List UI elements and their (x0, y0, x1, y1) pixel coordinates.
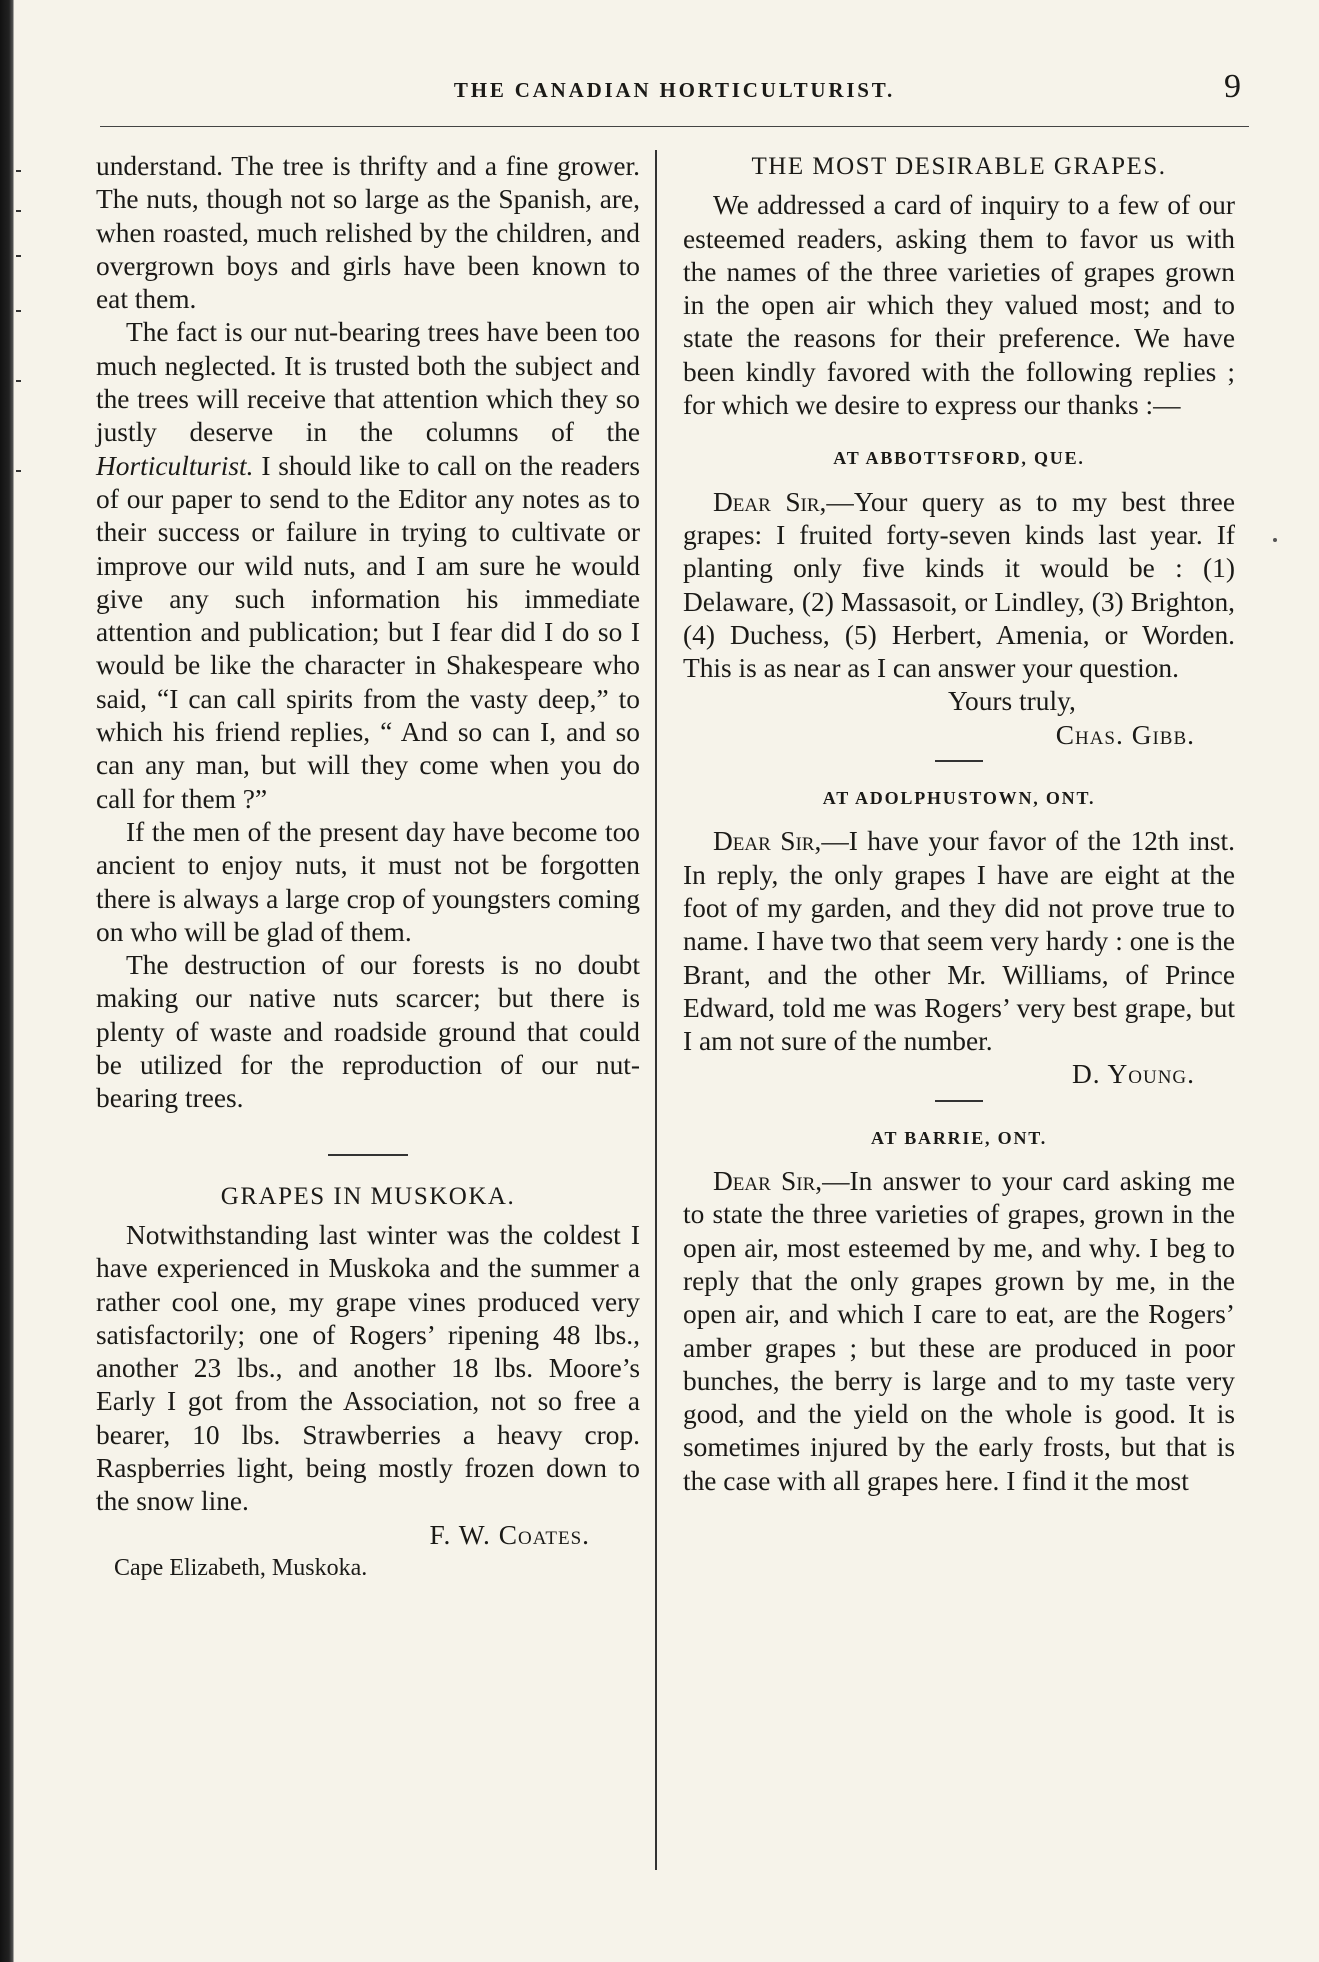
closing-line: Yours truly, (948, 686, 1076, 717)
page-number: 9 (1224, 68, 1241, 105)
paragraph-nut-bearing-trees (96, 316, 640, 815)
section-divider (328, 1154, 408, 1156)
paragraph-muskoka: Notwithstanding last winter was the coldest I have experienced in Muskoka and the summer a rather cool one, my grape vines produced very satisfactorily; one of Rogers’ ripening 48 lbs., another 23 lbs., and another 18 lbs. Moore’s Early I got from the Association, not so free a bearer, 10 lbs. Strawberries a heavy crop. Raspberries light, being mostly frozen down to the snow line. (96, 1219, 640, 1517)
publication-title: Horticulturist. (96, 450, 254, 481)
place-line: Cape Elizabeth, Muskoka. (114, 1554, 368, 1581)
paragraph-intro: We addressed a card of inquiry to a few of our esteemed readers, asking them to favor us with the names of the three varieties of grapes grown in the open air which they valued most; and to state the reasons for their preference. We have been kindly favored with the following replies ; for which we desire to express our thanks :— (683, 190, 1235, 421)
left-column (96, 150, 640, 1585)
running-title: THE CANADIAN HORTICULTURIST. (453, 78, 896, 102)
running-head (100, 62, 1249, 106)
column-rule (655, 150, 657, 1870)
binding-edge-marks (16, 170, 26, 1870)
article-heading-grapes: THE MOST DESIRABLE GRAPES. (751, 153, 1167, 180)
print-speck (1273, 538, 1277, 542)
section-divider (935, 1100, 983, 1102)
paragraph-nut-tree: understand. The tree is thrifty and a fine grower. The nuts, though not so large as the Spanish, are, when roasted, much relished by the children, and overgrown boys and girls have been known to eat them. (96, 151, 640, 315)
letter-heading-barrie: AT BARRIE, ONT. (870, 1127, 1048, 1148)
header-rule (100, 126, 1249, 127)
letter-barrie (683, 1165, 1235, 1498)
right-column (683, 150, 1235, 1498)
section-divider (935, 760, 983, 762)
signature-coates: F. W. Coates. (429, 1519, 590, 1550)
letter-abbottsford (683, 486, 1235, 686)
salutation: Dear Sir, (713, 486, 827, 517)
salutation: Dear Sir, (713, 826, 822, 857)
letter-body: —Your query as to my best three grapes: I fruited forty-seven kinds last year. If planting only five kinds it would be : (1) Delaware, (2) Massasoit, or Lindley, (3) Brighton, (4) Duchess, (5) Herbert, Amenia, or Worden. This is as near as I can answer your question. (683, 486, 1235, 684)
letter-adolphustown (683, 825, 1235, 1058)
signature-gibb: Chas. Gibb. (1055, 719, 1195, 750)
paragraph-forests: The destruction of our forests is no doubt making our native nuts scarcer; but there is plenty of waste and roadside ground that could be utilized for the reproduction of our nut-bearing trees. (96, 950, 640, 1114)
salutation: Dear Sir, (713, 1166, 823, 1197)
letter-heading-abbottsford: AT ABBOTTSFORD, QUE. (833, 448, 1085, 469)
paragraph-text: I should like to call on the readers of our paper to send to the Editor any notes as to their success or failure in trying to cultivate or improve our wild nuts, and I am sure he would give any such information his immediate attention and publication; but I fear did I do so I would be like the character in Shakespeare who said, “I can call spirits from the vasty deep,” to which his friend replies, “ And so can I, and so can any man, but will they come when you do call for them ?” (96, 450, 640, 814)
page-binding-edge (0, 0, 14, 1962)
paragraph-text: The fact is our nut-bearing trees have been too much neglected. It is trusted both the subject and the trees will receive that attention which they so justly deserve in the columns of the (96, 317, 640, 448)
paragraph-youngsters: If the men of the present day have become too ancient to enjoy nuts, it must not be forgotten there is always a large crop of youngsters coming on who will be glad of them. (96, 816, 640, 947)
signature-young: D. Young. (1072, 1059, 1195, 1090)
letter-body: —In answer to your card asking me to state the three varieties of grapes, grown in the open air, most esteemed by me, and why. I beg to reply that the only grapes grown by me, in the open air, and which I care to eat, are the Rogers’ amber grapes ; but these are produced in poor bunches, the berry is large and to my taste very good, and the yield on the whole is good. It is sometimes injured by the early frosts, but that is the case with all grapes here. I find it the most (683, 1166, 1235, 1496)
letter-heading-adolphustown: AT ADOLPHUSTOWN, ONT. (822, 788, 1096, 809)
article-heading-muskoka: GRAPES IN MUSKOKA. (220, 1182, 516, 1210)
letter-body: —I have your favor of the 12th inst. In reply, the only grapes I have are eight at the foot of my garden, and they did not prove true to name. I have two that seem very hardy : one is the Brant, and the other Mr. Williams, of Prince Edward, told me was Rogers’ very best grape, but I am not sure of the number. (683, 826, 1236, 1057)
